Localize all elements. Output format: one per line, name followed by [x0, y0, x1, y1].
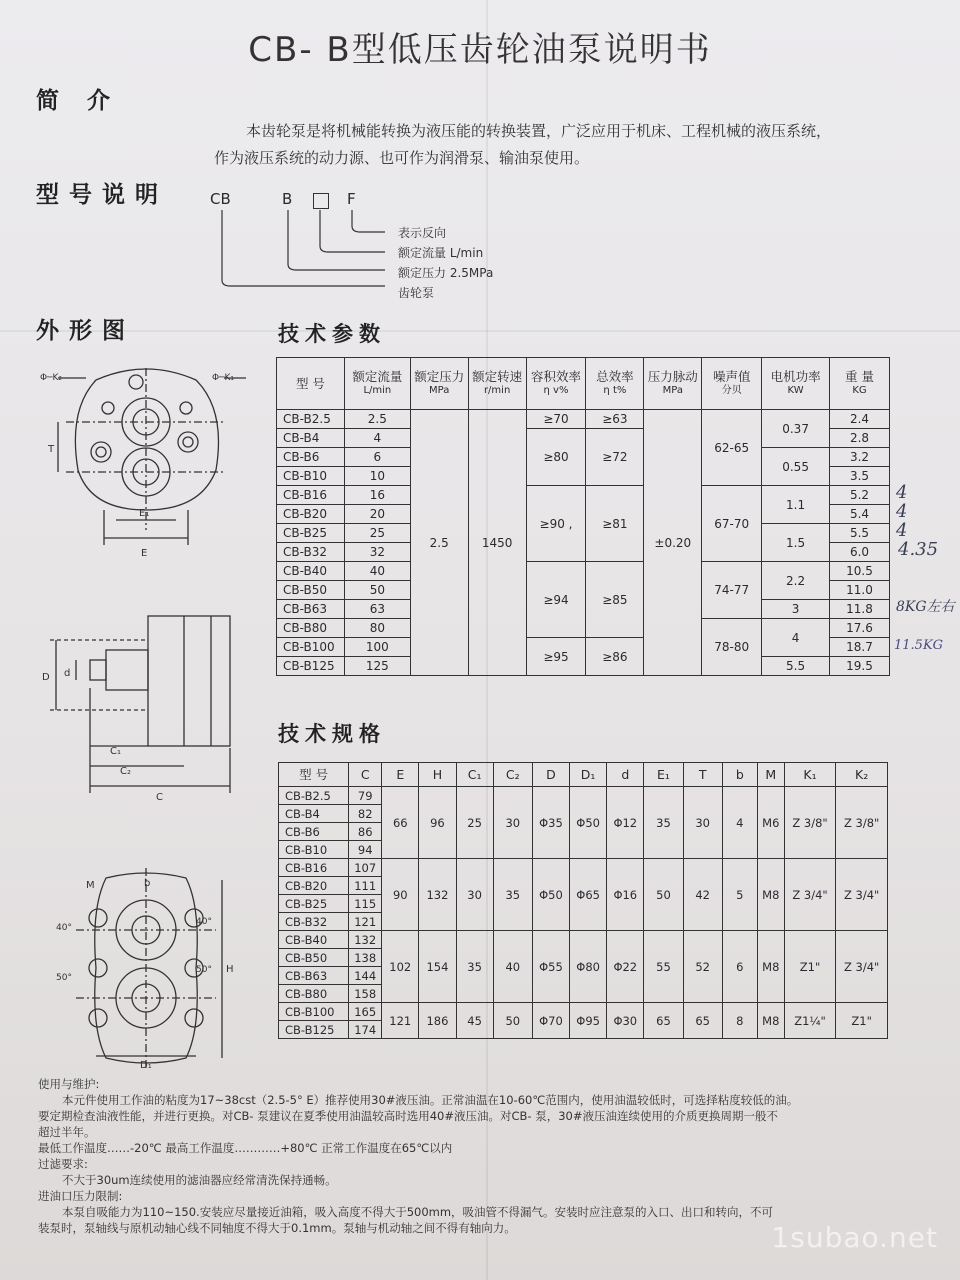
- cell-flow: 50: [344, 581, 410, 600]
- cell-vol-eff: ≥70: [526, 410, 586, 429]
- specs-header-cell: T: [683, 763, 722, 787]
- cell-model: CB-B63: [279, 967, 349, 985]
- cell-weight: 2.4: [830, 410, 890, 429]
- cell-model: CB-B40: [279, 931, 349, 949]
- cell-c: 144: [349, 967, 382, 985]
- cell-c: 138: [349, 949, 382, 967]
- cell-c: 79: [349, 787, 382, 805]
- cell-weight: 6.0: [830, 543, 890, 562]
- cell-weight: 11.8: [830, 600, 890, 619]
- specs-header-cell: C₂: [493, 763, 532, 787]
- cell-e1: 65: [644, 1003, 683, 1039]
- cell-model: CB-B50: [277, 581, 345, 600]
- cell-h: 132: [419, 859, 456, 931]
- cell-h: 154: [419, 931, 456, 1003]
- table-row: [277, 410, 890, 429]
- params-header-cell: 压力脉动 MPa: [644, 358, 702, 410]
- cell-power: 3: [762, 600, 830, 619]
- cell-model: CB-B80: [277, 619, 345, 638]
- cell-flow: 80: [344, 619, 410, 638]
- cell-weight: 3.2: [830, 448, 890, 467]
- cell-m: M8: [757, 1003, 784, 1039]
- cell-power: 1.5: [762, 524, 830, 562]
- cell-c1: 35: [456, 931, 493, 1003]
- cell-model: CB-B100: [279, 1003, 349, 1021]
- cell-power: 0.37: [762, 410, 830, 448]
- specs-table: [278, 762, 888, 1039]
- cell-weight: 5.5: [830, 524, 890, 543]
- specs-header-cell: K₂: [836, 763, 888, 787]
- cell-d1: Φ65: [570, 859, 607, 931]
- params-header-cell: 电机功率 KW: [762, 358, 830, 410]
- specs-header-cell: D₁: [570, 763, 607, 787]
- cell-m: M8: [757, 931, 784, 1003]
- label-e1: E₁: [139, 508, 150, 519]
- specs-header-row: [279, 763, 888, 787]
- section-heading-specs: 技术规格: [278, 722, 386, 746]
- cell-flow: 125: [344, 657, 410, 676]
- cell-c: 94: [349, 841, 382, 859]
- cell-flow: 2.5: [344, 410, 410, 429]
- model-code-f: F: [347, 190, 356, 208]
- intro-line: 作为液压系统的动力源、也可作为润滑泵、输油泵使用。: [214, 149, 590, 167]
- cell-b: 5: [722, 859, 757, 931]
- cell-k2: Z1": [836, 1003, 888, 1039]
- cell-k2: Z 3/4": [836, 859, 888, 931]
- cell-k1: Z 3/8": [784, 787, 836, 859]
- cell-c: 165: [349, 1003, 382, 1021]
- legend-flow: 额定流量 L/min: [398, 246, 484, 260]
- cell-d1: Φ50: [570, 787, 607, 859]
- front-view-drawing: [36, 360, 266, 570]
- label-d1: D₁: [140, 1060, 152, 1071]
- cell-t: 65: [683, 1003, 722, 1039]
- cell-weight: 5.2: [830, 486, 890, 505]
- cell-e1: 55: [644, 931, 683, 1003]
- cell-model: CB-B25: [279, 895, 349, 913]
- cell-weight: 3.5: [830, 467, 890, 486]
- specs-header-cell: K₁: [784, 763, 836, 787]
- section-heading-model: 型号说明: [36, 182, 168, 208]
- cell-weight: 11.0: [830, 581, 890, 600]
- cell-model: CB-B100: [277, 638, 345, 657]
- table-row: [279, 787, 888, 805]
- section-heading-params: 技术参数: [278, 322, 386, 346]
- cell-total-eff: ≥81: [586, 486, 644, 562]
- table-row: [277, 486, 890, 505]
- cell-t: 30: [683, 787, 722, 859]
- cell-weight: 18.7: [830, 638, 890, 657]
- cell-d1: Φ80: [570, 931, 607, 1003]
- cell-c1: 45: [456, 1003, 493, 1039]
- cell-c1: 25: [456, 787, 493, 859]
- cell-model: CB-B16: [277, 486, 345, 505]
- watermark: 1subao.net: [771, 1221, 938, 1254]
- cell-d: Φ50: [532, 859, 569, 931]
- legend-pump: 齿轮泵: [398, 286, 435, 300]
- notes-line: 不大于30um连续使用的滤油器应经常清洗保持通畅。: [62, 1173, 337, 1187]
- cell-c2: 30: [493, 787, 532, 859]
- cell-c: 158: [349, 985, 382, 1003]
- params-table: [276, 357, 890, 676]
- cell-model: CB-B63: [277, 600, 345, 619]
- cell-vol-eff: ≥80: [526, 429, 586, 486]
- cell-model: CB-B80: [279, 985, 349, 1003]
- cell-c: 86: [349, 823, 382, 841]
- specs-header-cell: C: [349, 763, 382, 787]
- cell-model: CB-B20: [279, 877, 349, 895]
- intro-line: 本齿轮泵是将机械能转换为液压能的转换装置，广泛应用于机床、工程机械的液压系统，: [246, 122, 832, 140]
- handwritten-note: 4: [896, 520, 908, 541]
- label-m: M: [86, 880, 95, 891]
- cell-model: CB-B125: [277, 657, 345, 676]
- cell-weight: 17.6: [830, 619, 890, 638]
- notes-line: 本泵自吸能力为110~150.安装应尽量接近油箱，吸入高度不得大于500mm，吸油管不得漏气。安装时应注意泵的入口、出口和转向，不可: [62, 1205, 774, 1219]
- cell-e1: 35: [644, 787, 683, 859]
- cell-flow: 25: [344, 524, 410, 543]
- handwritten-note: 8KG左右: [896, 599, 955, 615]
- table-row: [279, 859, 888, 877]
- table-row: [279, 931, 888, 949]
- label-e: E: [141, 548, 148, 559]
- label-b: b: [144, 878, 151, 889]
- cell-model: CB-B2.5: [279, 787, 349, 805]
- label-t: T: [48, 444, 55, 455]
- cell-b: 8: [722, 1003, 757, 1039]
- cell-model: CB-B4: [279, 805, 349, 823]
- cell-model: CB-B50: [279, 949, 349, 967]
- cell-speed: 1450: [468, 410, 526, 676]
- cell-power: 0.55: [762, 448, 830, 486]
- cell-b: 4: [722, 787, 757, 859]
- cell-flow: 6: [344, 448, 410, 467]
- cell-noise: 78-80: [702, 619, 762, 676]
- model-code-b: B: [282, 190, 293, 208]
- cell-c: 132: [349, 931, 382, 949]
- label-40-left: 40°: [56, 923, 72, 933]
- cell-k2: Z 3/4": [836, 931, 888, 1003]
- specs-header-cell: M: [757, 763, 784, 787]
- params-header-row: [277, 358, 890, 410]
- params-header-cell: 总效率 η t%: [586, 358, 644, 410]
- params-header-cell: 容积效率 η v%: [526, 358, 586, 410]
- cell-c: 121: [349, 913, 382, 931]
- section-heading-shape: 外形图: [36, 318, 135, 344]
- notes-heading: 使用与维护:: [38, 1077, 100, 1091]
- label-k2: Φ─K₂: [40, 373, 63, 383]
- cell-d: Φ55: [532, 931, 569, 1003]
- cell-power: 2.2: [762, 562, 830, 600]
- cell-total-eff: ≥63: [586, 410, 644, 429]
- params-header-cell: 额定转速 r/min: [468, 358, 526, 410]
- cell-e: 121: [382, 1003, 419, 1039]
- specs-header-cell: H: [419, 763, 456, 787]
- label-50-right: 50°: [196, 965, 212, 975]
- cell-c: 174: [349, 1021, 382, 1039]
- label-50-left: 50°: [56, 973, 72, 983]
- cell-model: CB-B125: [279, 1021, 349, 1039]
- cell-t: 52: [683, 931, 722, 1003]
- label-c2: C₂: [120, 766, 131, 777]
- table-row: [277, 562, 890, 581]
- cell-noise: 67-70: [702, 486, 762, 562]
- label-d-small: d: [64, 668, 71, 679]
- cell-noise: 62-65: [702, 410, 762, 486]
- cell-model: CB-B6: [279, 823, 349, 841]
- cell-b: 6: [722, 931, 757, 1003]
- notes-line: 最低工作温度……-20℃ 最高工作温度…………+80℃ 正常工作温度在65℃以内: [38, 1141, 453, 1155]
- specs-header-cell: D: [532, 763, 569, 787]
- cell-m: M6: [757, 787, 784, 859]
- cell-h: 186: [419, 1003, 456, 1039]
- table-row: [279, 1003, 888, 1021]
- notes-line: 要定期检查油液性能，并进行更换。对CB- 泵建议在夏季使用油温较高时选用40#液压油。对CB- 泵，30#液压油连续使用的介质更换周期一般不: [38, 1109, 778, 1123]
- handwritten-note: 4.35: [898, 539, 939, 560]
- cell-d-small: Φ12: [607, 787, 644, 859]
- notes-line: 过滤要求:: [38, 1157, 88, 1171]
- cell-noise: 74-77: [702, 562, 762, 619]
- cell-vol-eff: ≥90 ,: [526, 486, 586, 562]
- specs-header-cell: E₁: [644, 763, 683, 787]
- specs-header-cell: d: [607, 763, 644, 787]
- cell-flow: 4: [344, 429, 410, 448]
- specs-header-cell: b: [722, 763, 757, 787]
- cell-k2: Z 3/8": [836, 787, 888, 859]
- model-code-cb: CB: [210, 190, 231, 208]
- fold-line: [0, 330, 960, 332]
- usage-notes: [38, 1076, 918, 1236]
- cell-power: 1.1: [762, 486, 830, 524]
- cell-vol-eff: ≥95: [526, 638, 586, 676]
- cell-model: CB-B32: [277, 543, 345, 562]
- cell-d-small: Φ30: [607, 1003, 644, 1039]
- cell-vol-eff: ≥94: [526, 562, 586, 638]
- specs-header-cell: 型 号: [279, 763, 349, 787]
- cell-e1: 50: [644, 859, 683, 931]
- cell-k1: Z1¼": [784, 1003, 836, 1039]
- handwritten-note: 4: [896, 501, 908, 522]
- cell-c: 115: [349, 895, 382, 913]
- cell-flow: 20: [344, 505, 410, 524]
- notes-line: 本元件使用工作油的粘度为17~38cst（2.5-5° E）推荐使用30#液压油。正常油温在10-60℃范围内，使用油温较低时，可选择粘度较低的油。: [62, 1093, 799, 1107]
- cell-d1: Φ95: [570, 1003, 607, 1039]
- notes-line: 超过半年。: [38, 1125, 96, 1139]
- cell-pressure: 2.5: [410, 410, 468, 676]
- cell-flow: 63: [344, 600, 410, 619]
- flange-view-drawing: [36, 868, 266, 1073]
- legend-direction: 表示反向: [398, 226, 447, 240]
- handwritten-note: 11.5KG: [894, 638, 944, 653]
- cell-model: CB-B10: [277, 467, 345, 486]
- label-40-right: 40°: [196, 917, 212, 927]
- cell-flow: 40: [344, 562, 410, 581]
- cell-c: 82: [349, 805, 382, 823]
- cell-d: Φ70: [532, 1003, 569, 1039]
- specs-header-cell: C₁: [456, 763, 493, 787]
- cell-model: CB-B16: [279, 859, 349, 877]
- legend-pressure: 额定压力 2.5MPa: [398, 266, 494, 280]
- handwritten-note: 4: [896, 482, 908, 503]
- page-title: CB- B型低压齿轮油泵说明书: [248, 30, 712, 70]
- cell-pulse: ±0.20: [644, 410, 702, 676]
- cell-m: M8: [757, 859, 784, 931]
- cell-flow: 10: [344, 467, 410, 486]
- cell-t: 42: [683, 859, 722, 931]
- params-header-cell: 重 量 KG: [830, 358, 890, 410]
- cell-power: 5.5: [762, 657, 830, 676]
- params-header-cell: 额定压力 MPa: [410, 358, 468, 410]
- cell-c: 107: [349, 859, 382, 877]
- cell-power: 4: [762, 619, 830, 657]
- cell-model: CB-B25: [277, 524, 345, 543]
- cell-d-small: Φ22: [607, 931, 644, 1003]
- cell-total-eff: ≥85: [586, 562, 644, 638]
- cell-e: 90: [382, 859, 419, 931]
- notes-line: 装泵时，泵轴线与原机动轴心线不同轴度不得大于0.1mm。泵轴与机动轴之间不得有轴向力。: [38, 1221, 516, 1235]
- cell-c1: 30: [456, 859, 493, 931]
- cell-model: CB-B40: [277, 562, 345, 581]
- cell-k1: Z 3/4": [784, 859, 836, 931]
- params-header-cell: 型 号: [277, 358, 345, 410]
- cell-model: CB-B20: [277, 505, 345, 524]
- cell-model: CB-B2.5: [277, 410, 345, 429]
- cell-d-small: Φ16: [607, 859, 644, 931]
- label-k1: Φ─K₁: [212, 373, 235, 383]
- cell-weight: 5.4: [830, 505, 890, 524]
- cell-model: CB-B4: [277, 429, 345, 448]
- label-c1: C₁: [110, 746, 121, 757]
- params-header-cell: 噪声值 分贝: [702, 358, 762, 410]
- cell-h: 96: [419, 787, 456, 859]
- cell-model: CB-B10: [279, 841, 349, 859]
- cell-e: 102: [382, 931, 419, 1003]
- cell-e: 66: [382, 787, 419, 859]
- cell-weight: 2.8: [830, 429, 890, 448]
- cell-flow: 16: [344, 486, 410, 505]
- cell-model: CB-B32: [279, 913, 349, 931]
- notes-line: 进油口压力限制:: [38, 1189, 123, 1203]
- label-h: H: [226, 964, 234, 975]
- cell-c2: 50: [493, 1003, 532, 1039]
- cell-c2: 35: [493, 859, 532, 931]
- side-view-drawing: [36, 608, 266, 808]
- cell-k1: Z1": [784, 931, 836, 1003]
- cell-total-eff: ≥72: [586, 429, 644, 486]
- specs-header-cell: E: [382, 763, 419, 787]
- params-header-cell: 额定流量 L/min: [344, 358, 410, 410]
- label-d: D: [42, 672, 50, 683]
- cell-c2: 40: [493, 931, 532, 1003]
- cell-weight: 10.5: [830, 562, 890, 581]
- cell-weight: 19.5: [830, 657, 890, 676]
- label-c: C: [156, 792, 163, 803]
- section-heading-intro: 简 介: [36, 88, 121, 114]
- cell-total-eff: ≥86: [586, 638, 644, 676]
- cell-flow: 100: [344, 638, 410, 657]
- cell-d: Φ35: [532, 787, 569, 859]
- cell-flow: 32: [344, 543, 410, 562]
- cell-c: 111: [349, 877, 382, 895]
- cell-model: CB-B6: [277, 448, 345, 467]
